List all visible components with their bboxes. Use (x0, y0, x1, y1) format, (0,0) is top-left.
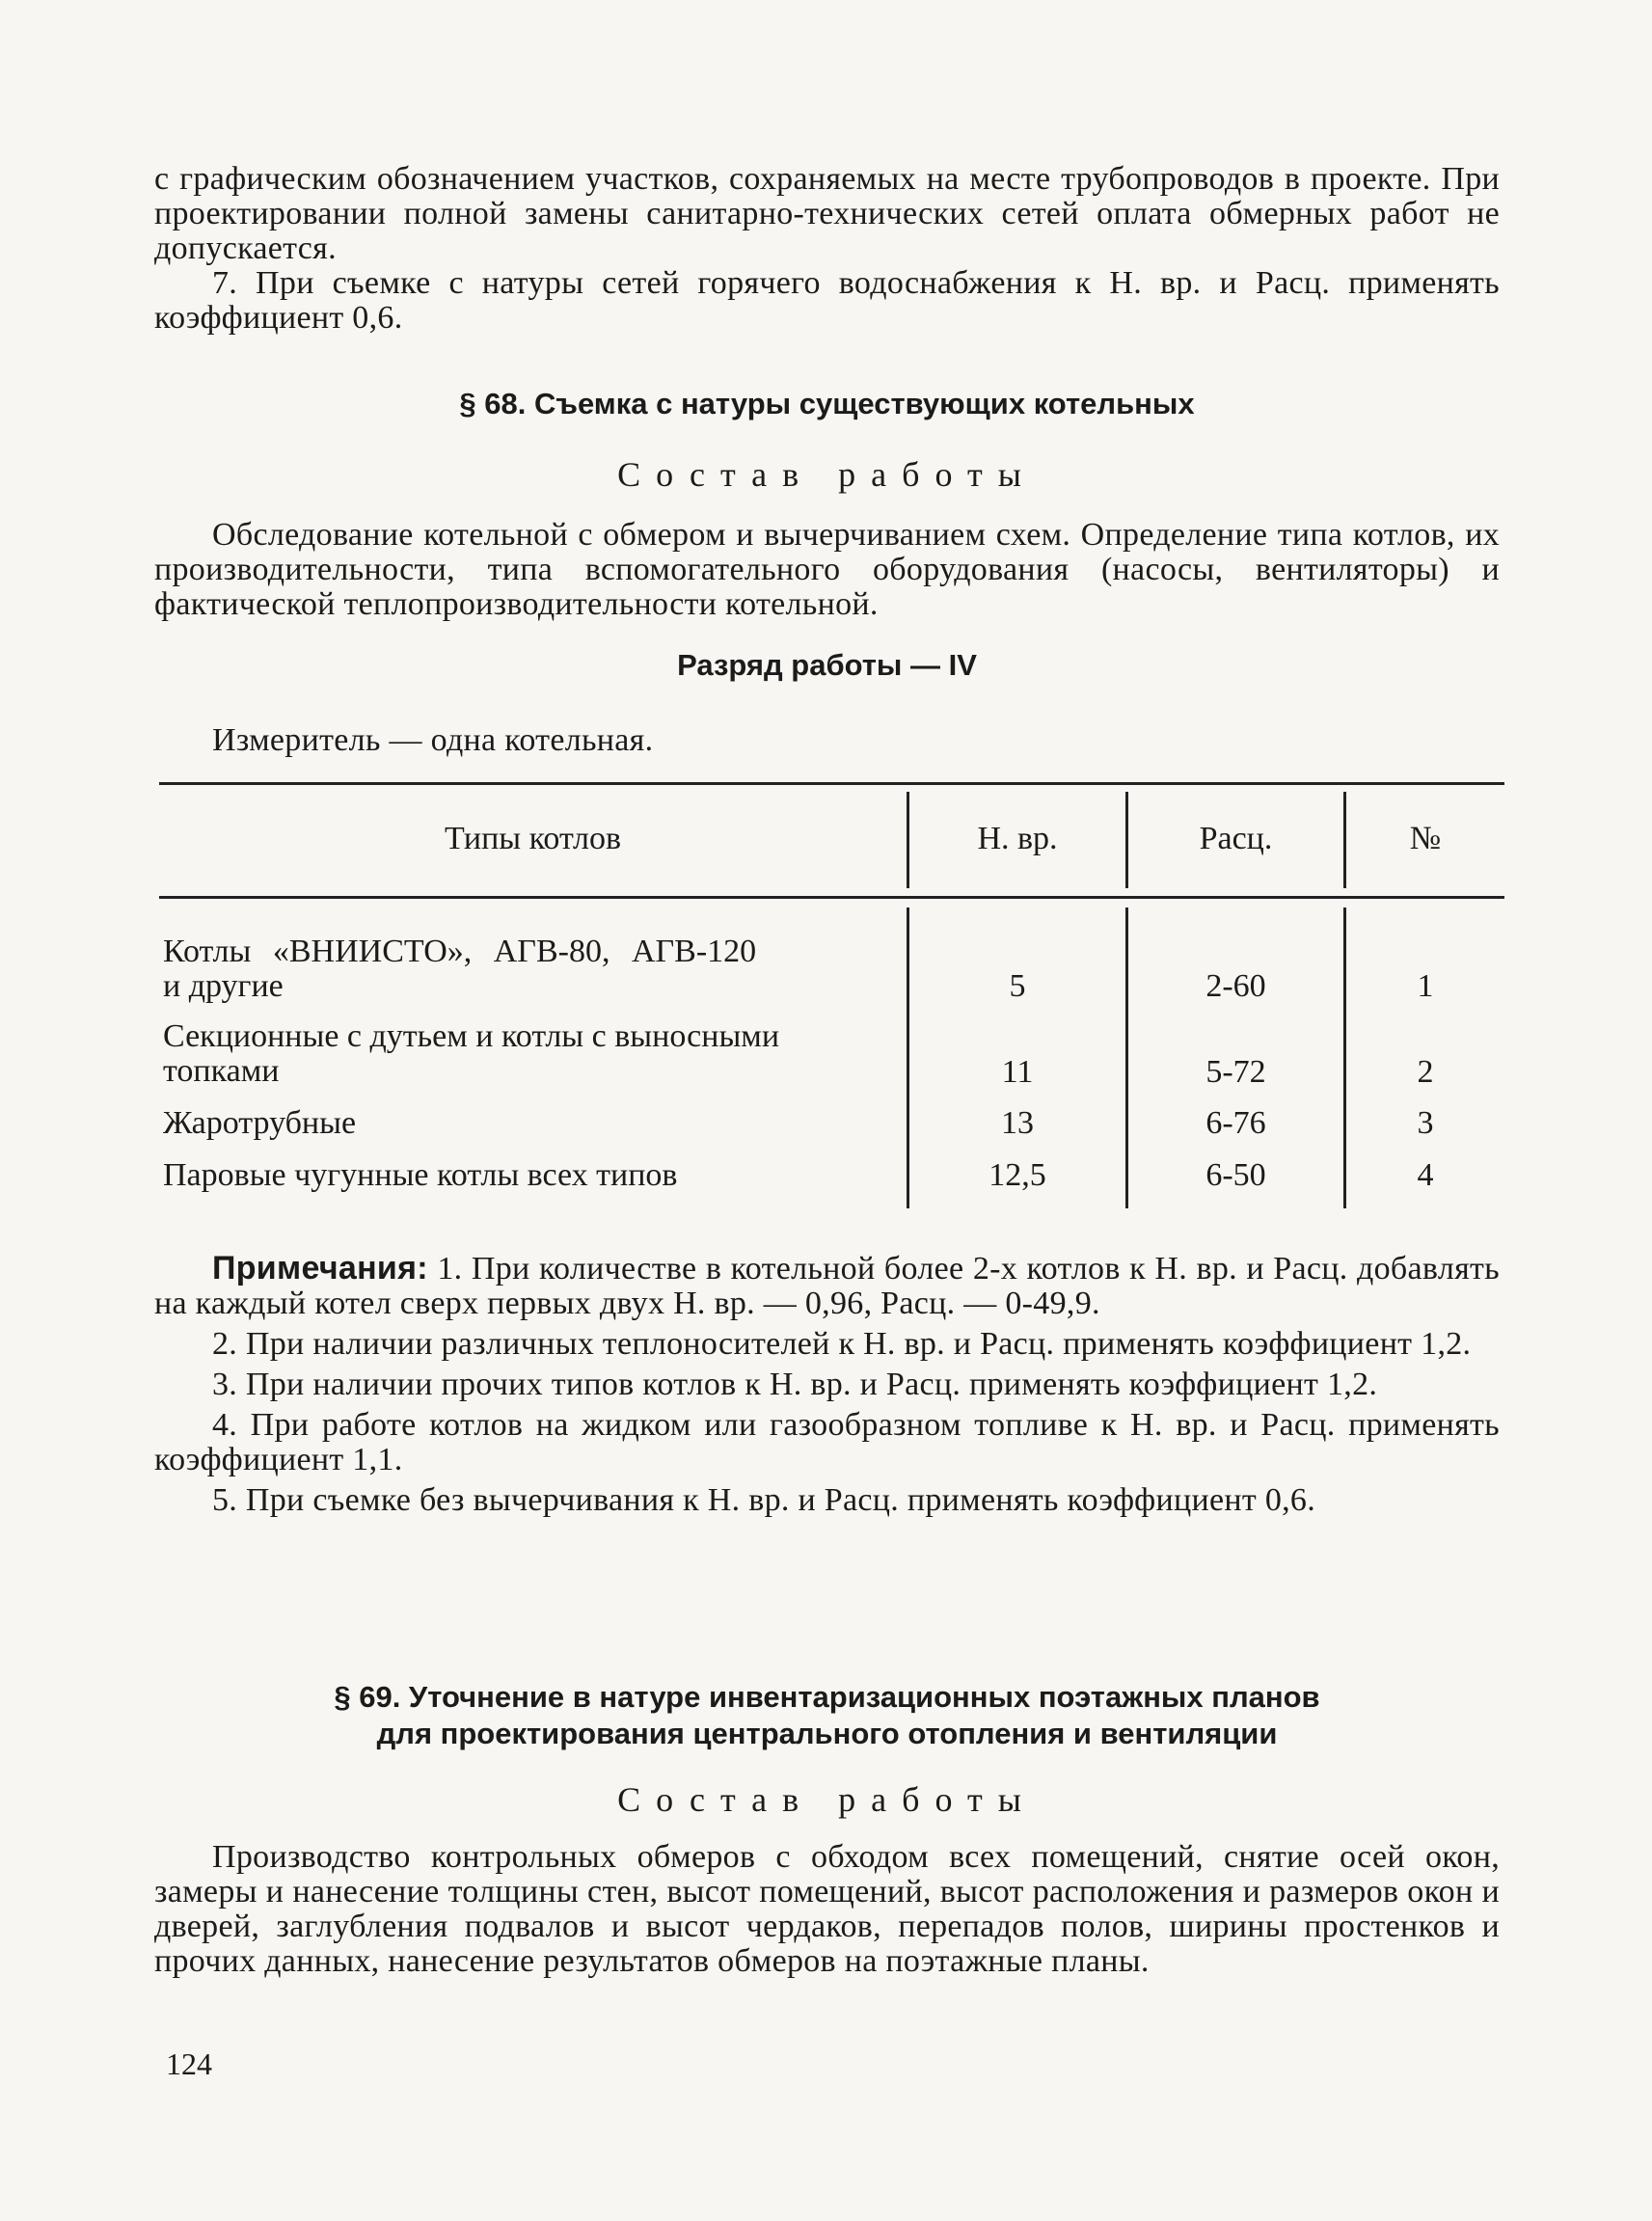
header-type: Типы котлов (444, 821, 622, 856)
row-1-type-line2: и другие (163, 968, 284, 1004)
section-69-composition-text: Производство контрольных обмеров с обходом всех помещений, снятие осей окон, замеры и нанесение толщины стен, высот помещений, высот расположения и размеров окон и дверей, заглубления подвалов и высот чердаков, перепадов полов, ширины простенков и прочих данных, нанесение результатов обмеров на поэтажные планы. (154, 1839, 1500, 1979)
header-rasc: Расц. (1199, 821, 1273, 856)
row-4-no: 4 (1417, 1157, 1434, 1193)
row-3-nvr: 13 (1001, 1105, 1034, 1141)
note-1 (154, 1251, 1500, 1321)
section-68-meter: Измеритель — одна котельная. (212, 722, 654, 758)
section-69-title-line2: для проектирования центрального отопления и вентиляции (376, 1717, 1278, 1750)
row-3-rasc: 6-76 (1205, 1105, 1266, 1141)
note-7: 7. При съемке с натуры сетей горячего водоснабжения к Н. вр. и Расц. применять коэффициент 0,6. (154, 265, 1500, 336)
boiler-rates-table (159, 782, 1504, 1206)
header-no: № (1409, 821, 1442, 856)
note-2: 2. При наличии различных теплоносителей к Н. вр. и Расц. применять коэффициент 1,2. (212, 1326, 1472, 1362)
row-2-rasc: 5-72 (1205, 1054, 1266, 1090)
row-2-no: 2 (1417, 1054, 1434, 1090)
intro-paragraph: с графическим обозначением участков, сохраняемых на месте трубопроводов в проекте. При проектировании полной замены санитарно-технических сетей оплата обмерных работ не допускается. (154, 161, 1500, 266)
notes-label: Примечания: (212, 1250, 428, 1287)
row-2-type-line1: Секционные с дутьем и котлы с выносными (163, 1018, 780, 1054)
section-68-composition-text: Обследование котельной с обмером и вычерчиванием схем. Определение типа котлов, их производительности, типа вспомогательного оборудования (насосы, вентиляторы) и фактической теплопроизводительности котельной. (154, 517, 1500, 622)
section-69-composition-label: Состав работы (617, 1780, 1037, 1819)
row-1-no: 1 (1417, 968, 1434, 1004)
row-3-no: 3 (1417, 1105, 1434, 1141)
intro-block (154, 162, 1500, 336)
notes-block (154, 1251, 1500, 1518)
row-4-type: Паровые чугунные котлы всех типов (163, 1157, 678, 1193)
row-1-rasc: 2-60 (1205, 968, 1266, 1004)
row-2-type-line2: топками (163, 1053, 280, 1089)
section-68-composition-label: Состав работы (617, 455, 1037, 494)
table-row-1-type (163, 934, 896, 1004)
row-1-type-line1: Котлы «ВНИИСТО», АГВ-80, АГВ-120 (163, 934, 757, 969)
row-3-type: Жаротрубные (163, 1105, 357, 1141)
row-2-nvr: 11 (1001, 1054, 1034, 1090)
section-68-header (154, 386, 1500, 422)
row-1-nvr: 5 (1009, 968, 1026, 1004)
table-top-rule (159, 782, 1504, 785)
section-68-grade: Разряд работы — IV (677, 648, 977, 682)
table-row-2-type (163, 1019, 910, 1089)
section-69-header (154, 1679, 1500, 1752)
section-69-title-line1: § 69. Уточнение в натуре инвентаризационных поэтажных планов (334, 1680, 1320, 1714)
section-68-title: § 68. Съемка с натуры существующих котельных (459, 387, 1195, 420)
note-1-text: 1. При количестве в котельной более 2-х котлов к Н. вр. и Расц. добавлять на каждый котел сверх первых двух Н. вр. — 0,96, Расц. — 0-49,9. (154, 1251, 1500, 1321)
note-3: 3. При наличии прочих типов котлов к Н. вр. и Расц. применять коэффициент 1,2. (212, 1367, 1378, 1402)
header-nvr: Н. вр. (977, 821, 1058, 856)
note-4: 4. При работе котлов на жидком или газообразном топливе к Н. вр. и Расц. применять коэффициент 1,1. (154, 1407, 1500, 1477)
note-5: 5. При съемке без вычерчивания к Н. вр. и Расц. применять коэффициент 0,6. (212, 1482, 1316, 1518)
page-number: 124 (166, 2046, 212, 2081)
row-4-nvr: 12,5 (988, 1157, 1046, 1193)
table-header-rule (159, 896, 1504, 899)
row-4-rasc: 6-50 (1205, 1157, 1266, 1193)
